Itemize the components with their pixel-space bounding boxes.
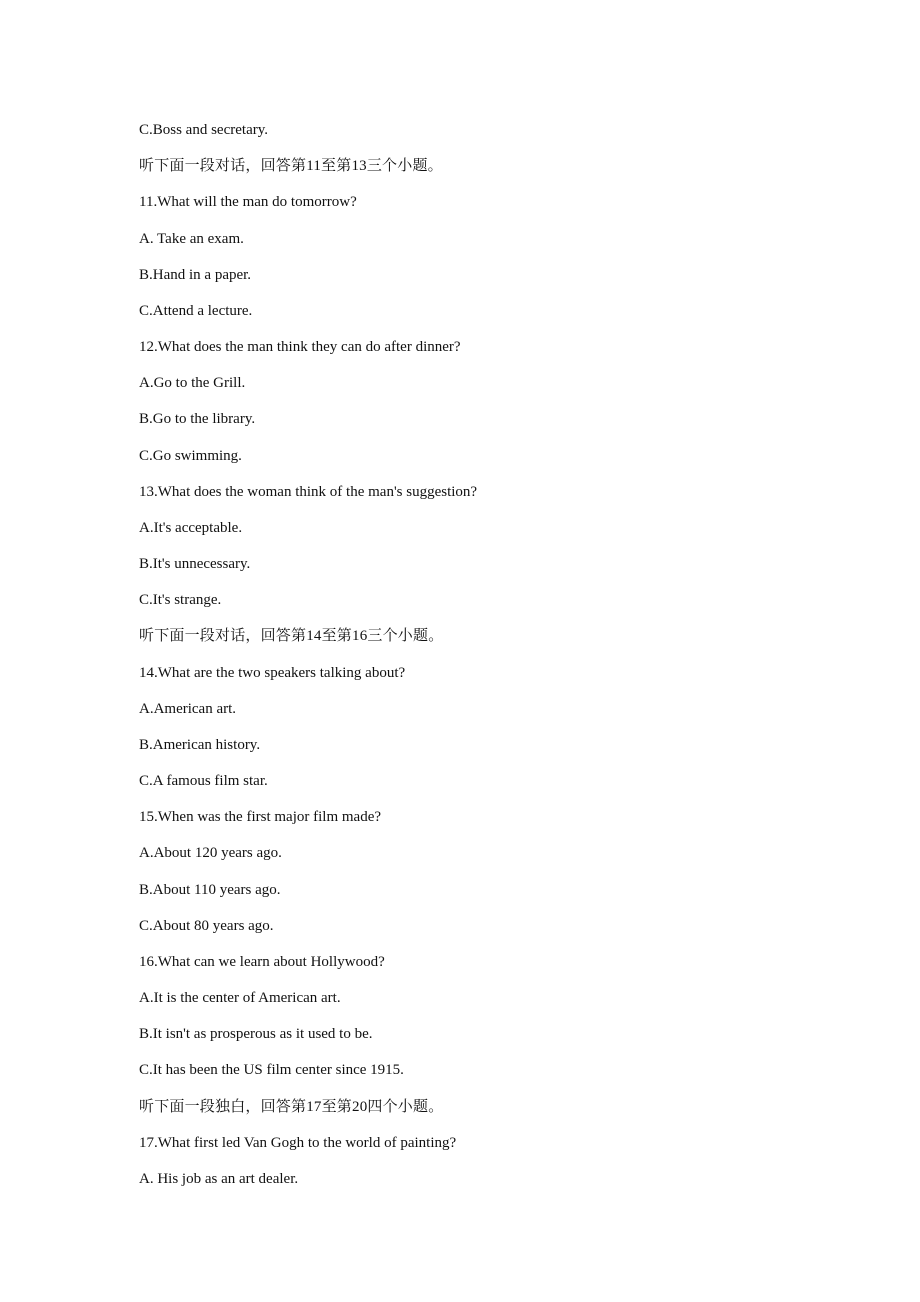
question-line: 17.What first led Van Gogh to the world of painting? [139,1134,457,1151]
question-line: 14.What are the two speakers talking about? [139,664,406,681]
option-line: A. His job as an art dealer. [139,1170,299,1187]
question-line: 13.What does the woman think of the man's suggestion? [139,483,478,500]
option-line: A.About 120 years ago. [139,845,282,862]
option-line: C.Go swimming. [139,447,242,464]
option-line: B.About 110 years ago. [139,881,281,898]
section-instruction: 听下面一段独白，回答第17至第20四个小题。 [139,1098,444,1115]
section-instruction: 听下面一段对话，回答第11至第13三个小题。 [139,158,443,175]
option-line: B.Go to the library. [139,411,256,428]
option-line: B.American history. [139,736,261,753]
option-line: A.It's acceptable. [139,519,243,536]
option-line: C.It has been the US film center since 1915. [139,1062,404,1079]
question-line: 16.What can we learn about Hollywood? [139,953,385,970]
text-body [139,119,477,1204]
option-line: C.A famous film star. [139,773,268,790]
section-instruction: 听下面一段对话，回答第14至第16三个小题。 [139,628,444,645]
option-line: C.It's strange. [139,592,222,609]
question-line: 11.What will the man do tomorrow? [139,194,357,211]
option-line: A.It is the center of American art. [139,990,341,1007]
option-line: A.American art. [139,700,237,717]
question-line: 15.When was the first major film made? [139,809,382,826]
option-line: B.Hand in a paper. [139,266,252,283]
option-line: C.Boss and secretary. [139,122,268,138]
option-line: C.Attend a lecture. [139,302,253,319]
option-line: B.It's unnecessary. [139,556,251,573]
option-line: C.About 80 years ago. [139,917,274,934]
option-line: A.Go to the Grill. [139,375,246,392]
option-line: B.It isn't as prosperous as it used to be. [139,1026,373,1043]
option-line: A. Take an exam. [139,230,244,247]
question-line: 12.What does the man think they can do after dinner? [139,339,461,356]
